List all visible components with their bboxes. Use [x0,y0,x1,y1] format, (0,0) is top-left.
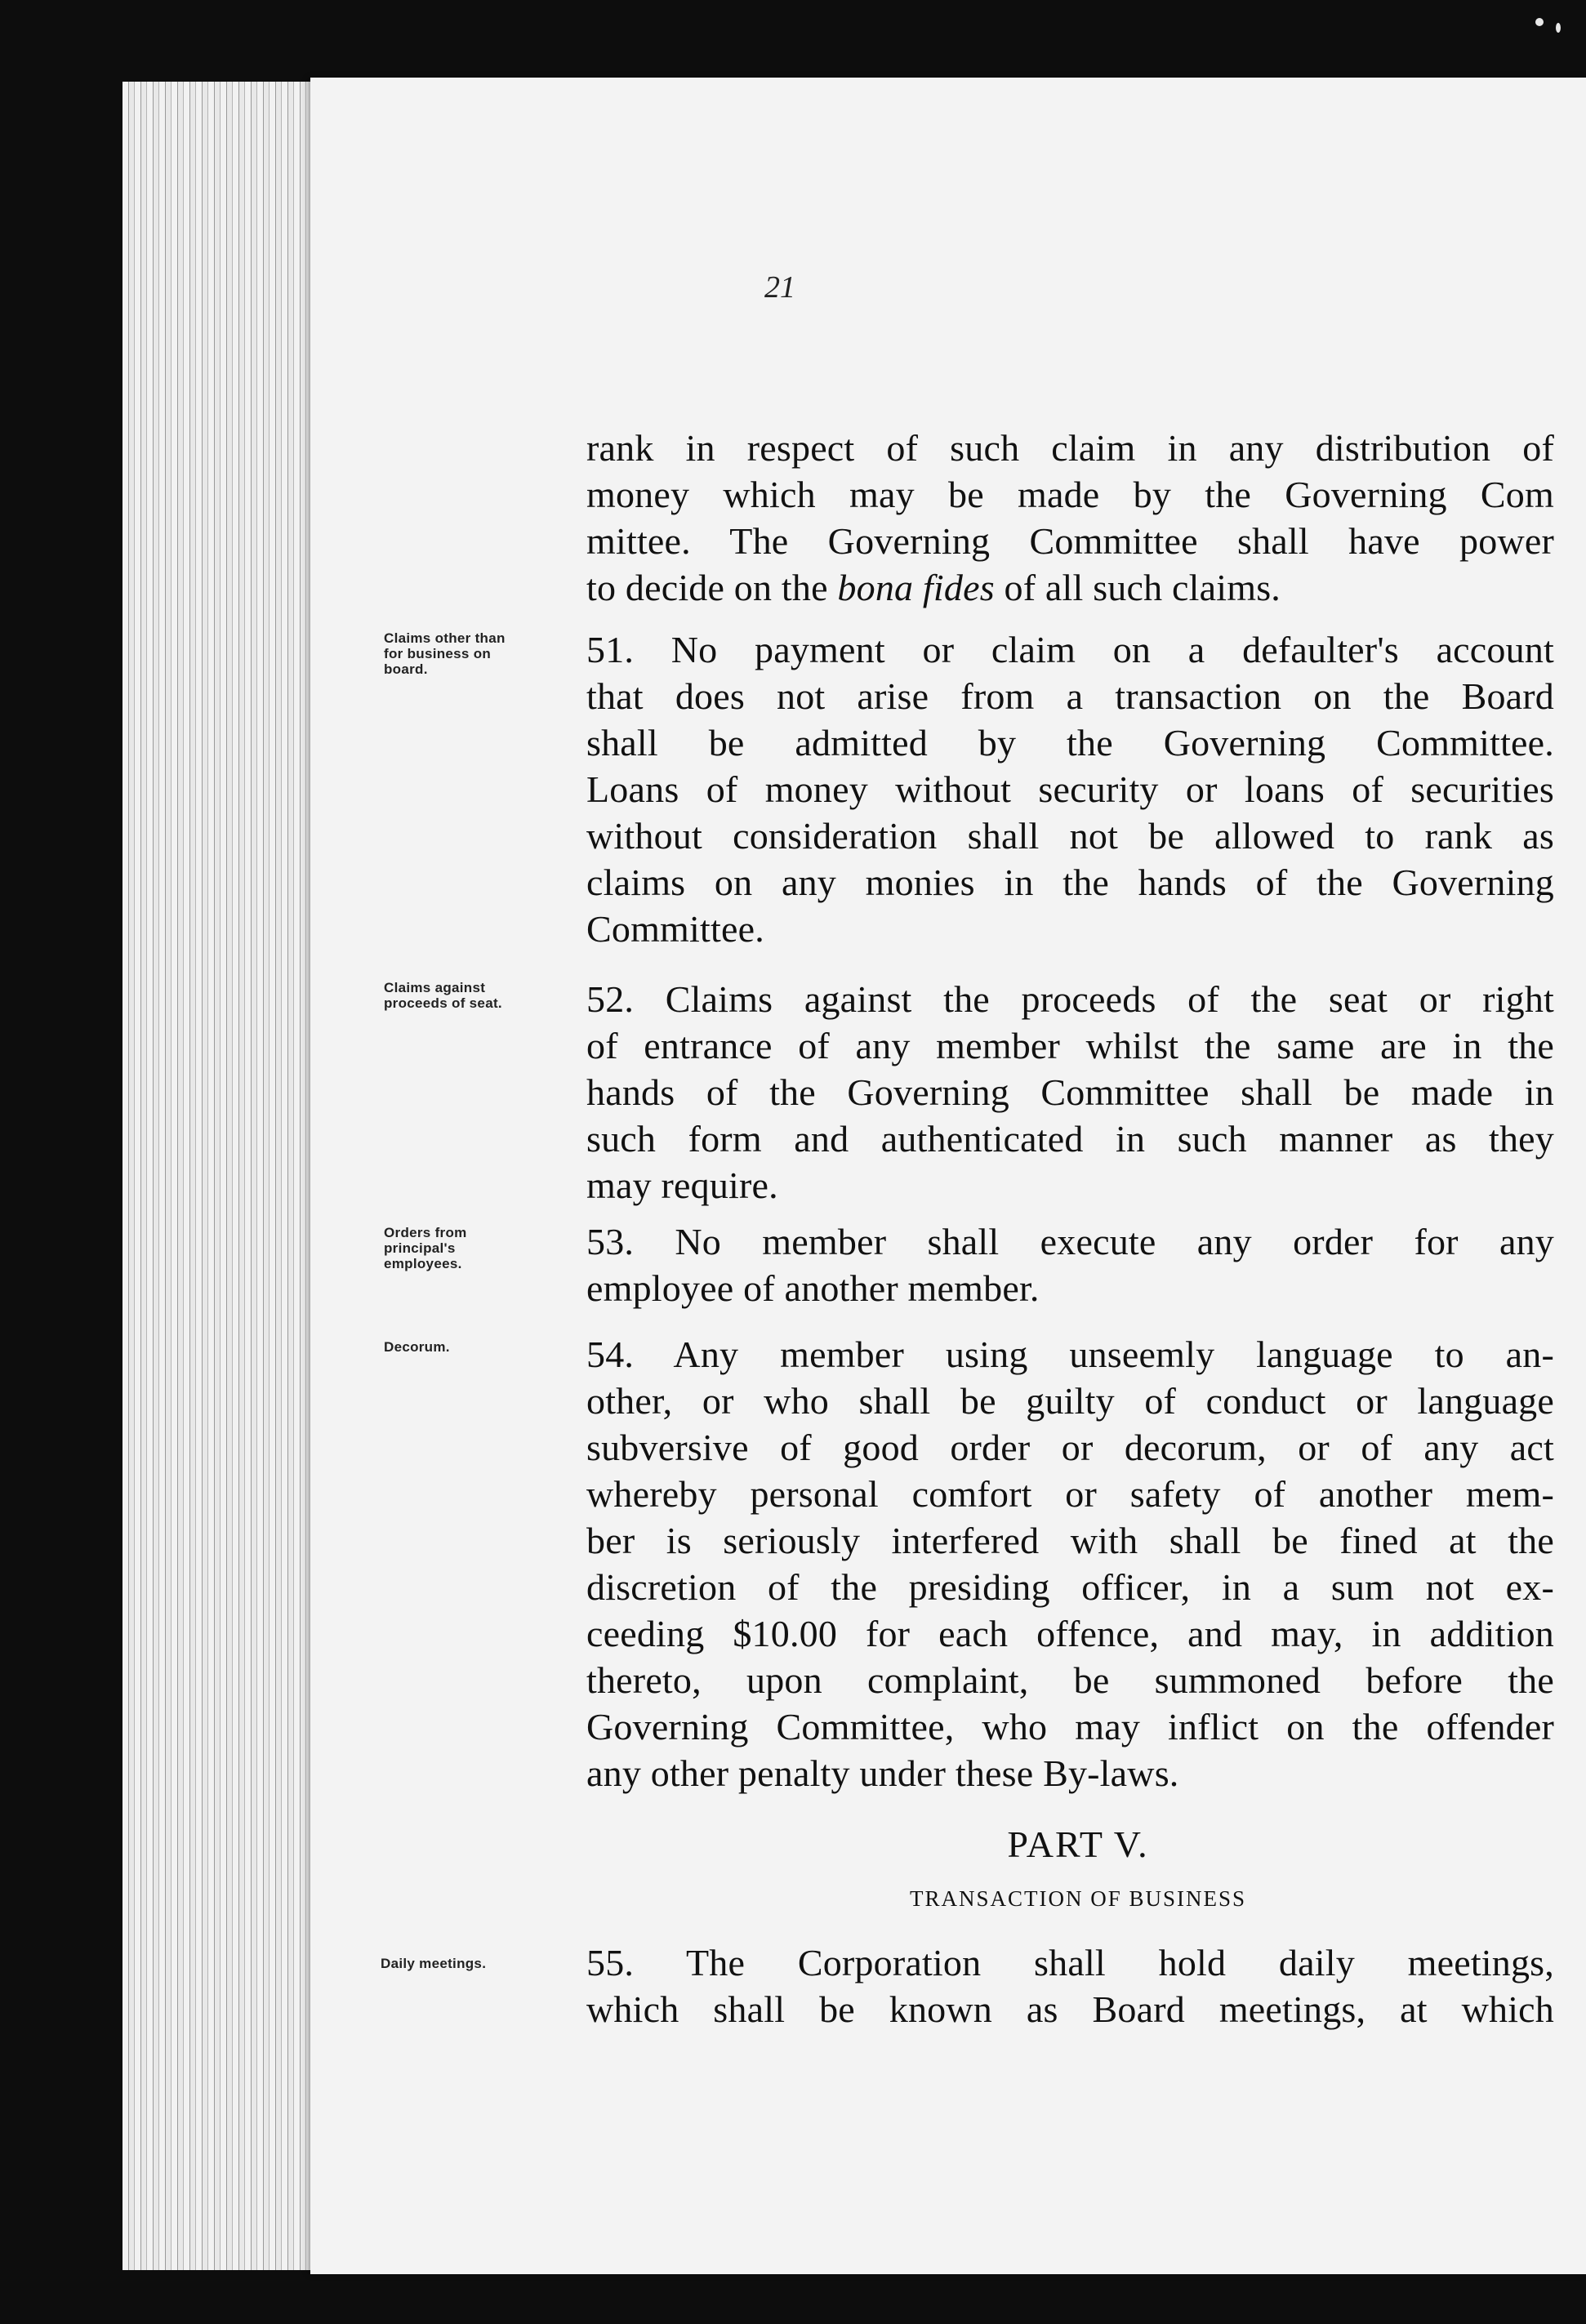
section-51 [586,626,1554,952]
scan-speck [1556,23,1561,33]
text-line: discretion of the presiding officer, in a sum not ex- [586,1566,1554,1608]
text-line: shall be admitted by the Governing Committee. [586,722,1554,764]
text-line: money which may be made by the Governing Com [586,474,1554,515]
section-53 [586,1218,1554,1311]
text-line: which shall be known as Board meetings, at which [586,1988,1554,2030]
text-line: Governing Committee, who may inflict on the offender [586,1706,1554,1747]
text-line: Loans of money without security or loans of securities [586,768,1554,810]
text-line: thereto, upon complaint, be summoned before the [586,1659,1554,1701]
section-52 [586,976,1554,1209]
margin-note-orders: Orders from principal's employees. [384,1225,467,1271]
margin-note-daily: Daily meetings. [381,1956,487,1971]
page-edge-stack [123,82,310,2270]
italic-term: bona fides [837,567,995,608]
text-line: may require. [586,1164,778,1206]
part-heading: PART V. [1007,1823,1149,1865]
text-line: rank in respect of such claim in any distribution of [586,427,1554,469]
text-line: 52. Claims against the proceeds of the seat or right [586,978,1554,1020]
page-number: 21 [764,270,795,305]
section-54 [586,1331,1554,1796]
text-line: other, or who shall be guilty of conduct or language [586,1380,1554,1422]
sub-heading: TRANSACTION OF BUSINESS [909,1886,1247,1911]
text-line: 54. Any member using unseemly language to an- [586,1333,1554,1375]
text-line: Committee. [586,908,764,950]
text-line: such form and authenticated in such manner as they [586,1118,1554,1160]
text-line: of entrance of any member whilst the same are in the [586,1025,1554,1066]
text-line: claims on any monies in the hands of the Governing [586,861,1554,903]
text-line: without consideration shall not be allowed to rank as [586,815,1554,857]
text-line: any other penalty under these By-laws. [586,1752,1179,1794]
text-line: mittee. The Governing Committee shall have power [586,520,1554,562]
text-line: employee of another member. [586,1267,1040,1309]
text-line: 53. No member shall execute any order for any [586,1221,1554,1262]
text-line: that does not arise from a transaction on the Board [586,675,1554,717]
text-line: ceeding $10.00 for each offence, and may, in addition [586,1613,1554,1654]
text-line: ber is seriously interfered with shall be fined at the [586,1520,1554,1561]
text-line: 55. The Corporation shall hold daily meetings, [586,1942,1554,1983]
margin-note-decorum: Decorum. [384,1339,450,1355]
text-line: hands of the Governing Committee shall be made in [586,1071,1554,1113]
text-line [586,564,1554,611]
scan-speck [1535,18,1544,26]
text-line: subversive of good order or decorum, or of any act [586,1427,1554,1468]
section-55 [586,1939,1554,2032]
text-line: 51. No payment or claim on a defaulter's account [586,629,1554,670]
text-line: whereby personal comfort or safety of another mem- [586,1473,1554,1515]
margin-note-claims-against: Claims against proceeds of seat. [384,980,502,1011]
text-fragment: to decide on the bona fides of all such claims. [586,567,1281,608]
continuation-paragraph [586,425,1554,611]
margin-note-claims-other: Claims other than for business on board. [384,630,506,677]
